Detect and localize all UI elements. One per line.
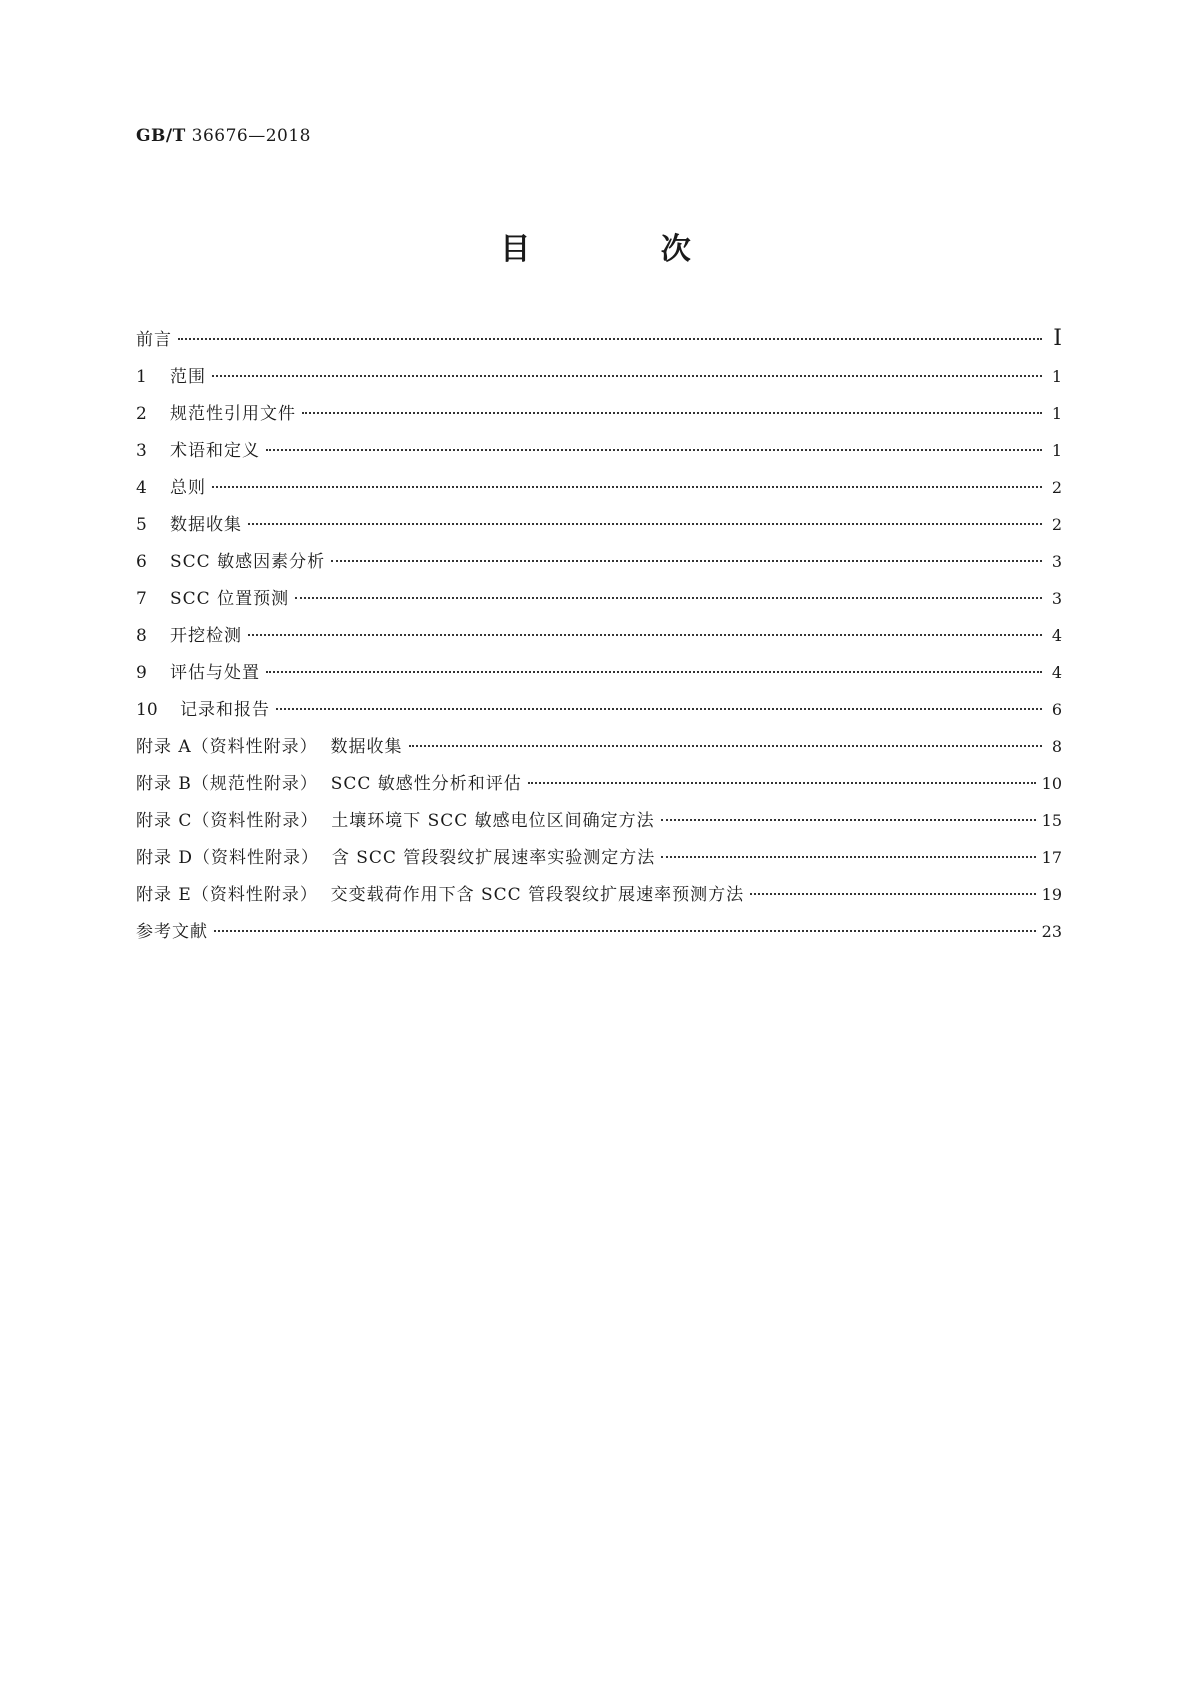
toc-leader-dots xyxy=(248,634,1042,636)
toc-entry-number: 1 xyxy=(136,367,147,387)
toc-entry-excavation[interactable] xyxy=(136,621,1062,658)
toc-entry-label: 附录 D（资料性附录） 含 SCC 管段裂纹扩展速率实验测定方法 xyxy=(136,848,656,868)
toc-leader-dots xyxy=(276,708,1042,710)
toc-entry-page: 8 xyxy=(1051,737,1062,756)
toc-leader-dots xyxy=(266,671,1042,673)
toc-leader-dots xyxy=(266,449,1042,451)
toc-entry-label: 术语和定义 xyxy=(170,441,260,461)
toc-entry-page: 4 xyxy=(1051,663,1062,682)
toc-entry-page: 1 xyxy=(1051,367,1062,386)
toc-entry-page: 17 xyxy=(1041,848,1062,867)
toc-entry-page: 1 xyxy=(1051,441,1062,460)
toc-entry-page: 1 xyxy=(1051,404,1062,423)
toc-entry-bibliography[interactable] xyxy=(136,917,1062,954)
toc-entry-label: 前言 xyxy=(136,330,172,350)
toc-entry-page: 10 xyxy=(1041,774,1062,793)
toc-entry-label: SCC 敏感因素分析 xyxy=(170,552,326,572)
toc-leader-dots xyxy=(178,338,1042,340)
toc-entry-label: 附录 B（规范性附录） SCC 敏感性分析和评估 xyxy=(136,774,522,794)
toc-entry-label: 开挖检测 xyxy=(170,626,242,646)
toc-entry-normative-references[interactable] xyxy=(136,399,1062,436)
toc-entry-page: 3 xyxy=(1051,589,1062,608)
toc-entry-label: 范围 xyxy=(170,367,206,387)
toc-entry-annex-c[interactable] xyxy=(136,806,1062,843)
toc-leader-dots xyxy=(248,523,1042,525)
toc-entry-number: 9 xyxy=(136,663,147,683)
toc-entry-annex-d[interactable] xyxy=(136,843,1062,880)
toc-entry-label: 数据收集 xyxy=(170,515,242,535)
toc-leader-dots xyxy=(661,819,1036,821)
toc-entry-page: 6 xyxy=(1051,700,1062,719)
toc-entry-terms[interactable] xyxy=(136,436,1062,473)
toc-entry-number: 6 xyxy=(136,552,147,572)
toc-entry-label: 参考文献 xyxy=(136,922,208,942)
toc-entry-label: 附录 E（资料性附录） 交变载荷作用下含 SCC 管段裂纹扩展速率预测方法 xyxy=(136,885,745,905)
standard-prefix: GB/T xyxy=(136,126,186,146)
toc-leader-dots xyxy=(295,597,1042,599)
toc-entry-label: 记录和报告 xyxy=(180,700,270,720)
toc-entry-page: 19 xyxy=(1041,885,1062,904)
toc-entry-foreword[interactable] xyxy=(136,325,1062,362)
toc-entry-scc-location-prediction[interactable] xyxy=(136,584,1062,621)
toc-entry-number: 2 xyxy=(136,404,147,424)
toc-entry-number: 4 xyxy=(136,478,147,498)
toc-entry-general[interactable] xyxy=(136,473,1062,510)
toc-leader-dots xyxy=(302,412,1042,414)
toc-entry-label: SCC 位置预测 xyxy=(170,589,290,609)
toc-leader-dots xyxy=(750,893,1036,895)
toc-entry-records[interactable] xyxy=(136,695,1062,732)
toc-entry-page: 4 xyxy=(1051,626,1062,645)
document-code xyxy=(136,126,311,146)
toc-entry-label: 附录 C（资料性附录） 土壤环境下 SCC 敏感电位区间确定方法 xyxy=(136,811,655,831)
toc-leader-dots xyxy=(212,486,1042,488)
toc-entry-number: 3 xyxy=(136,441,147,461)
toc-entry-page: 2 xyxy=(1051,515,1062,534)
toc-entry-page: 15 xyxy=(1041,811,1062,830)
toc-entry-number: 8 xyxy=(136,626,147,646)
toc-entry-number: 5 xyxy=(136,515,147,535)
toc-leader-dots xyxy=(212,375,1042,377)
toc-leader-dots xyxy=(214,930,1036,932)
standard-number: 36676—2018 xyxy=(191,126,311,146)
toc-entry-scope[interactable] xyxy=(136,362,1062,399)
toc-entry-label: 总则 xyxy=(170,478,206,498)
toc-entry-label: 评估与处置 xyxy=(170,663,260,683)
toc-entry-page: 2 xyxy=(1051,478,1062,497)
toc-entry-number: 7 xyxy=(136,589,147,609)
toc-entry-page: Ⅰ xyxy=(1053,326,1062,351)
toc-leader-dots xyxy=(661,856,1035,858)
toc-leader-dots xyxy=(528,782,1036,784)
toc-entry-annex-b[interactable] xyxy=(136,769,1062,806)
toc-entry-annex-e[interactable] xyxy=(136,880,1062,917)
toc-entry-label: 规范性引用文件 xyxy=(170,404,296,424)
toc-entry-label: 附录 A（资料性附录） 数据收集 xyxy=(136,737,403,757)
table-of-contents xyxy=(136,325,1062,954)
toc-entry-page: 3 xyxy=(1051,552,1062,571)
page-title: 目 次 xyxy=(500,232,751,267)
toc-entry-scc-factor-analysis[interactable] xyxy=(136,547,1062,584)
toc-entry-assessment[interactable] xyxy=(136,658,1062,695)
toc-entry-page: 23 xyxy=(1041,922,1062,941)
toc-entry-data-collection[interactable] xyxy=(136,510,1062,547)
toc-leader-dots xyxy=(331,560,1042,562)
toc-entry-annex-a[interactable] xyxy=(136,732,1062,769)
toc-entry-number: 10 xyxy=(136,700,158,720)
toc-leader-dots xyxy=(409,745,1043,747)
